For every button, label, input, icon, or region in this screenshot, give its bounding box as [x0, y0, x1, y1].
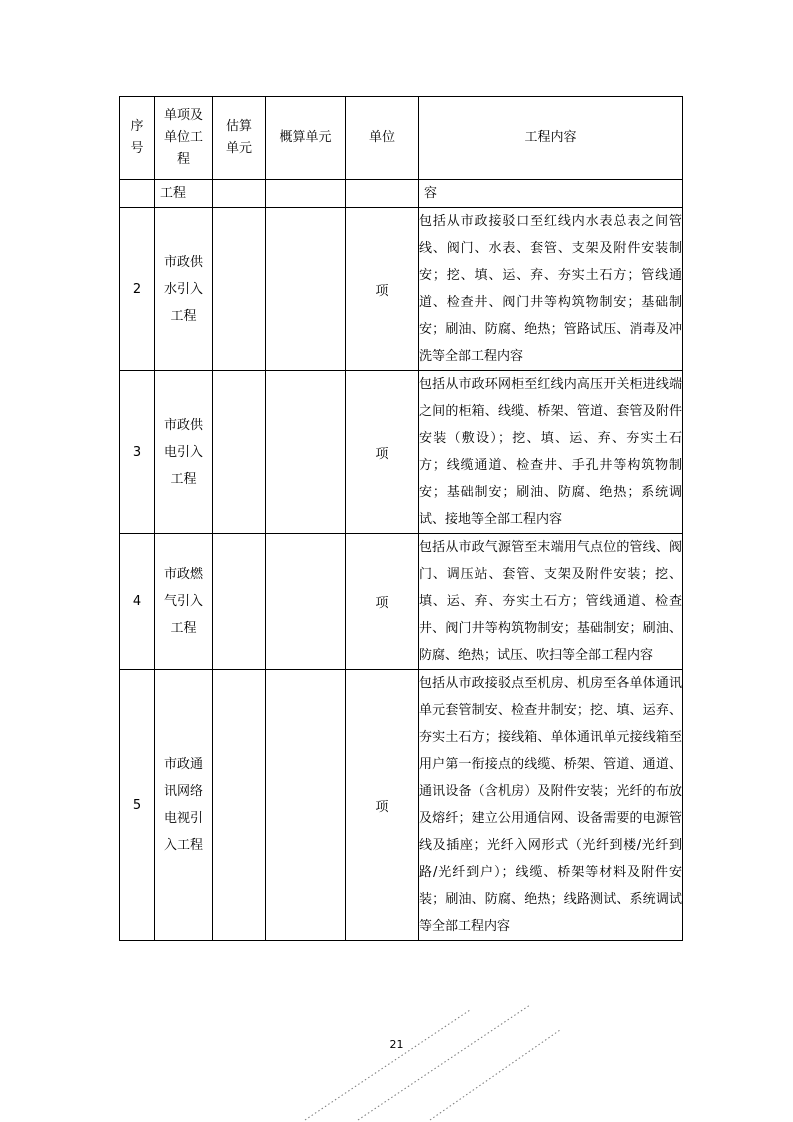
engineering-scope-table — [119, 96, 683, 941]
row-unit: 项 — [346, 670, 419, 941]
row-seq: 5 — [120, 670, 155, 941]
row-item-name: 市政燃气引入工程 — [155, 534, 213, 670]
row-seq: 4 — [120, 534, 155, 670]
row-content: 包括从市政环网柜至红线内高压开关柜进线端之间的柜箱、线缆、桥架、管道、套管及附件安装（敷设）；挖、填、运、弃、夯实土石方；线缆通道、检查井、手孔井等构筑物制安；基础制安；刷油、防腐、绝热；系统调试、接地等全部工程内容 — [419, 371, 683, 534]
row-estimate — [213, 371, 266, 534]
row-content: 包括从市政接驳口至红线内水表总表之间管线、阀门、水表、套管、支架及附件安装制安；挖、填、运、弃、夯实土石方；管线通道、检查井、阀门井等构筑物制安；基础制安；刷油、防腐、绝热；管路试压、消毒及冲洗等全部工程内容 — [419, 208, 683, 371]
row-item-name: 市政通讯网络电视引入工程 — [155, 670, 213, 941]
row-estimate — [213, 670, 266, 941]
row-item-name: 市政供水引入工程 — [155, 208, 213, 371]
page-number: 21 — [389, 1038, 404, 1051]
row-unit: 项 — [346, 534, 419, 670]
table-row — [120, 371, 683, 534]
table-row — [120, 534, 683, 670]
row-budget — [266, 371, 346, 534]
continuation-content: 容 — [419, 180, 683, 208]
row-estimate — [213, 208, 266, 371]
row-unit: 项 — [346, 371, 419, 534]
continuation-row — [120, 180, 683, 208]
row-budget — [266, 670, 346, 941]
row-content: 包括从市政接驳点至机房、机房至各单体通讯单元套管制安、检查井制安；挖、填、运弃、夯实土石方；接线箱、单体通讯单元接线箱至用户第一衔接点的线缆、桥架、管道、通道、通讯设备（含机房）及附件安装；光纤的布放及熔纤；建立公用通信网、设备需要的电源管线及插座；光纤入网形式（光纤到楼/光纤到路/光纤到户）；线缆、桥架等材料及附件安装；刷油、防腐、绝热；线路测试、系统调试等全部工程内容 — [419, 670, 683, 941]
row-content: 包括从市政气源管至末端用气点位的管线、阀门、调压站、套管、支架及附件安装；挖、填、运、弃、夯实土石方；管线通道、检查井、阀门井等构筑物制安；基础制安；刷油、防腐、绝热；试压、吹扫等全部工程内容 — [419, 534, 683, 670]
header-estimate: 估算单元 — [213, 97, 266, 180]
header-unit: 单位 — [346, 97, 419, 180]
row-seq: 3 — [120, 371, 155, 534]
continuation-item: 工程 — [155, 180, 213, 208]
table-row — [120, 670, 683, 941]
row-seq: 2 — [120, 208, 155, 371]
row-budget — [266, 534, 346, 670]
stamp-line — [358, 1005, 530, 1120]
stamp-line — [305, 1010, 470, 1120]
header-seq: 序号 — [120, 97, 155, 180]
header-budget: 概算单元 — [266, 97, 346, 180]
table-header-row — [120, 97, 683, 180]
row-unit: 项 — [346, 208, 419, 371]
header-item: 单项及单位工程 — [155, 97, 213, 180]
row-item-name: 市政供电引入工程 — [155, 371, 213, 534]
row-budget — [266, 208, 346, 371]
row-estimate — [213, 534, 266, 670]
header-content: 工程内容 — [419, 97, 683, 180]
table-row — [120, 208, 683, 371]
